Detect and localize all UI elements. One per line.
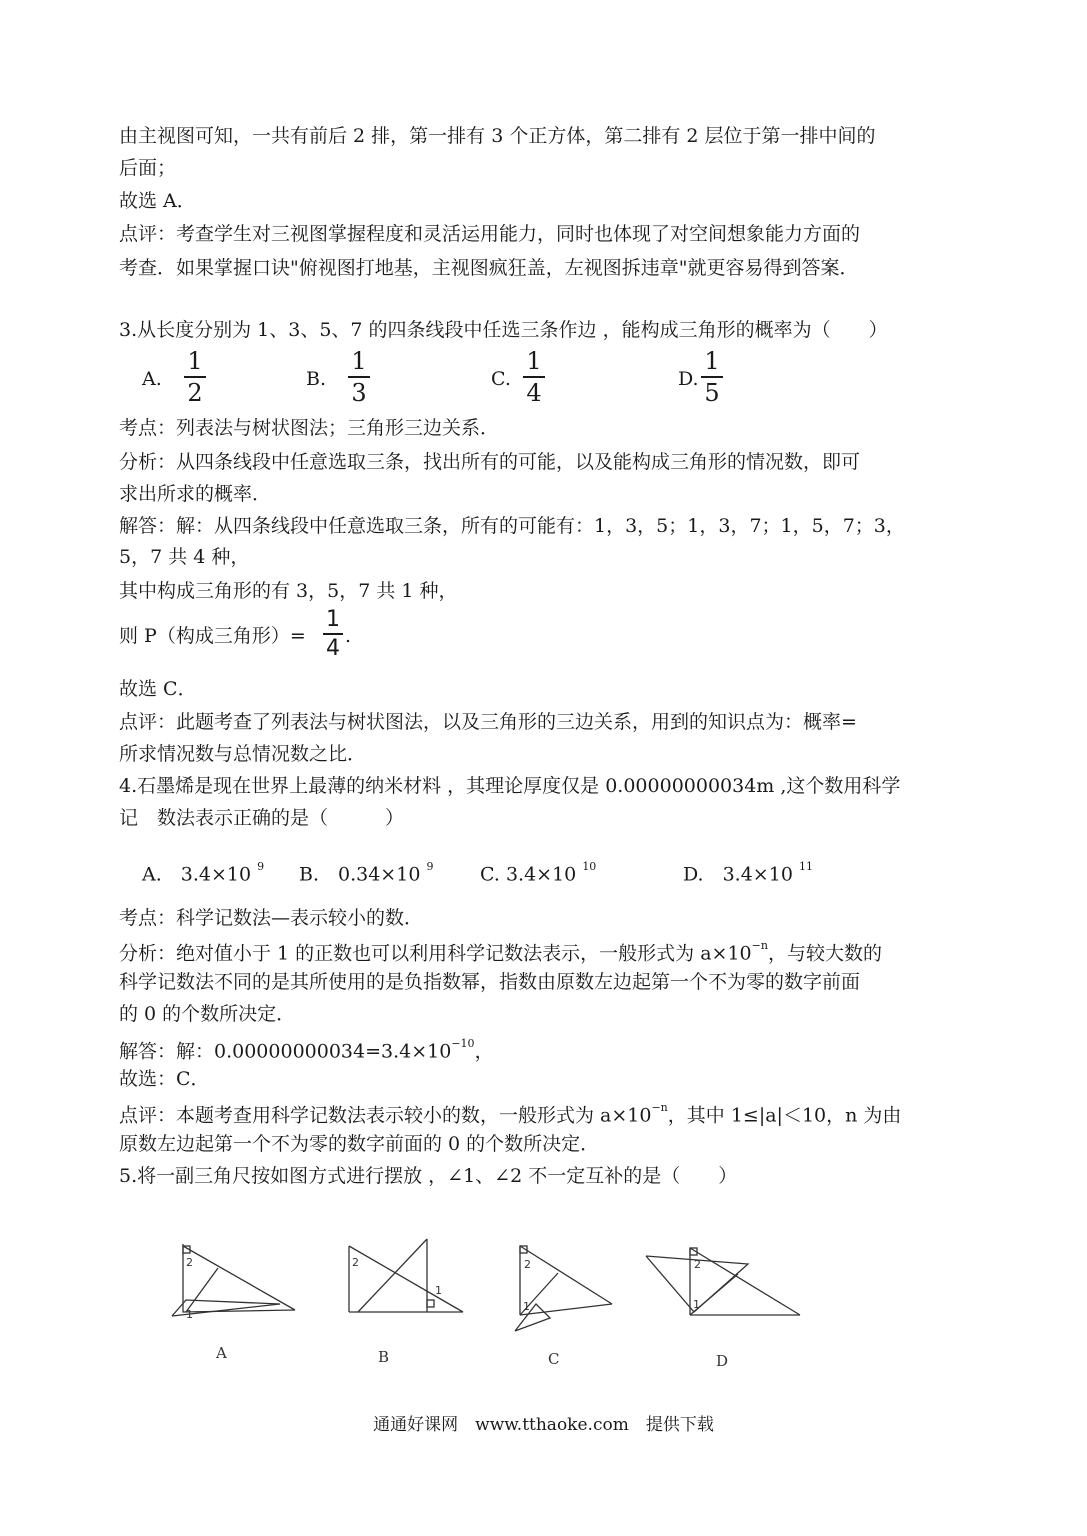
fraction-denominator: 3 [351,378,367,407]
text-line: 原数左边起第一个不为零的数字前面的 0 的个数所决定． [119,1133,600,1155]
fraction-bar [701,376,723,378]
option-exponent: 9 [257,860,265,873]
option-text: C. 3.4×10 [480,863,577,886]
q3-option-b-fraction [348,348,370,406]
exponent: −n [651,1101,668,1114]
answer-suffix: . [345,625,352,647]
option-text: B. 0.34×10 [299,863,421,886]
question-4-cont: 记 数法表示正确的是（ ） [119,807,405,829]
q4-option-d [683,858,813,886]
question-4: 4.石墨烯是现在世界上最薄的纳米材料 ，其理论厚度仅是 0.00000000034m ,这个数用科学 [119,775,901,797]
text-line: 故选：C． [119,1068,210,1090]
text-line: 故选 C． [119,678,197,700]
q3-option-a-fraction [184,348,206,406]
text-seg: 分析：绝对值小于 1 的正数也可以利用科学记数法表示，一般形式为 a×10 [119,942,752,965]
text-line: 其中构成三角形的有 3，5，7 共 1 种， [119,580,458,602]
q3-option-a-label: A. [142,368,162,390]
fraction-numerator: 1 [704,347,720,375]
q4-option-a [142,858,264,886]
fraction-bar [184,376,206,378]
exponent: −n [751,939,768,952]
q3-option-c-label: C. [491,368,511,390]
q4-option-c [480,858,596,886]
text-line: 考查．如果掌握口诀"俯视图打地基，主视图疯狂盖，左视图拆违章"就更容易得到答案． [119,257,859,279]
option-text: D. 3.4×10 [683,863,793,886]
fraction-numerator: 1 [351,347,367,375]
text-line: 考点：科学记数法—表示较小的数． [119,907,424,929]
figure-a-caption: A [216,1344,227,1362]
text-line [119,1099,901,1127]
q4-option-b [299,858,433,886]
footer-source: 通通好课网 www.tthaoke.com 提供下载 [373,1415,714,1435]
fraction-numerator: 1 [187,347,203,375]
fraction-numerator: 1 [526,347,542,375]
answer-fraction [323,608,343,660]
text-line: 的 0 的个数所决定． [119,1003,296,1025]
option-exponent: 9 [426,860,434,873]
angle-2-label-b: 2 [352,1256,359,1269]
text-line: 科学记数法不同的是其所使用的是负指数幂，指数由原数左边起第一个不为零的数字前面 [119,971,861,993]
option-exponent: 11 [798,860,813,873]
text-line: 故选 A． [119,190,196,212]
q3-option-c-fraction [523,348,545,406]
text-line: 分析：从四条线段中任意选取三条，找出所有的可能，以及能构成三角形的情况数，即可 [119,451,861,473]
figure-b [349,1239,463,1312]
triangle-figures [150,1236,830,1376]
fraction-bar [348,376,370,378]
text-seg: ，与较大数的 [767,942,882,965]
angle-1-label-b: 1 [435,1284,442,1297]
text-line: 由主视图可知，一共有前后 2 排，第一排有 3 个正方体，第二排有 2 层位于第一排中间的 [119,125,876,147]
answer-line [119,624,306,648]
figure-b-caption: B [378,1348,390,1366]
angle-2-label-c: 2 [524,1258,531,1271]
exponent: −10 [451,1037,475,1050]
angle-1-label-c: 1 [523,1300,530,1313]
text-line: 所求情况数与总情况数之比． [119,743,367,765]
figure-a [172,1244,295,1316]
text-line: 解答：解：从四条线段中任意选取三条，所有的可能有：1，3，5；1，3，7；1，5，7；3， [119,515,905,537]
option-exponent: 10 [582,860,597,873]
q3-option-d-label: D. [678,368,699,390]
text-line: 后面； [119,157,177,179]
text-seg: 点评：本题考查用科学记数法表示较小的数，一般形式为 a×10 [119,1104,652,1127]
angle-1-label-a: 1 [186,1308,193,1321]
text-line: 5，7 共 4 种， [119,546,250,568]
q3-option-d-fraction [701,348,723,406]
fraction-denominator: 4 [526,378,542,407]
q3-option-b-label: B. [306,368,327,390]
fraction-bar [323,633,343,635]
question-5: 5.将一副三角尺按如图方式进行摆放 ，∠1、∠2 不一定互补的是（ ） [119,1165,738,1187]
text-line: 点评：此题考查了列表法与树状图法，以及三角形的三边关系，用到的知识点为：概率= [119,711,857,733]
angle-2-label-d: 2 [694,1258,701,1271]
fraction-denominator: 5 [704,378,720,407]
text-line: 点评：考查学生对三视图掌握程度和灵活运用能力，同时也体现了对空间想象能力方面的 [119,223,861,245]
text-line: 求出所求的概率． [119,483,272,505]
text-seg: ，其中 1≤|a|＜10，n 为由 [667,1104,902,1127]
answer-prefix: 则 P（构成三角形）= [119,625,306,647]
fraction-numerator: 1 [326,607,340,632]
figure-d-caption: D [716,1352,729,1370]
figure-c-caption: C [548,1350,560,1368]
text-line [119,1035,494,1063]
text-line [119,937,882,965]
angle-2-label-a: 2 [186,1256,193,1269]
fraction-denominator: 2 [187,378,203,407]
text-line: 考点：列表法与树状图法；三角形三边关系． [119,417,500,439]
fraction-bar [523,376,545,378]
text-seg: ， [474,1040,494,1063]
fraction-denominator: 4 [326,635,340,661]
figure-d [646,1248,800,1315]
angle-1-label-d: 1 [693,1298,700,1311]
option-text: A. 3.4×10 [142,863,252,886]
text-seg: 解答：解：0.00000000034=3.4×10 [119,1040,452,1063]
question-3: 3.从长度分别为 1、3、5、7 的四条线段中任选三条作边 ，能构成三角形的概率为（ ） [119,319,888,341]
